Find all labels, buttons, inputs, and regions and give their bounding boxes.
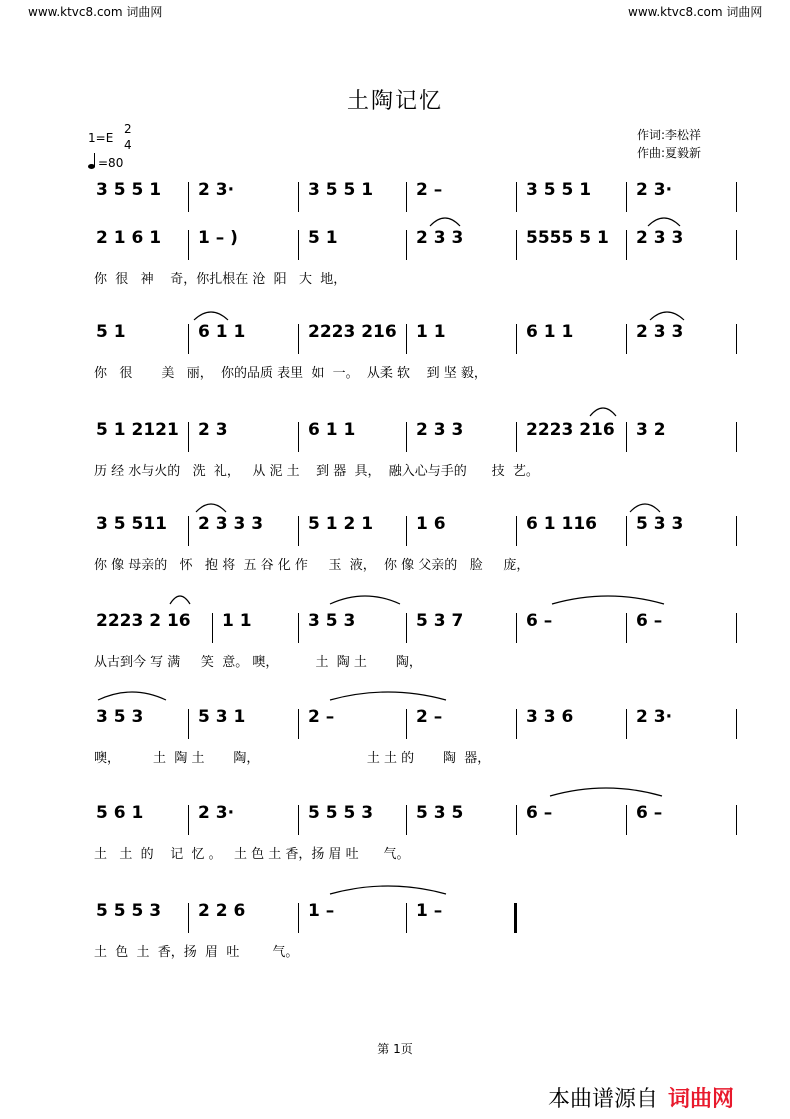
measure-notes: 5 3 5 bbox=[416, 803, 464, 823]
measure-notes: 2 3 3 bbox=[636, 228, 684, 248]
song-title: 土陶记忆 bbox=[346, 89, 443, 114]
measure-notes: 2 1 6 1 bbox=[96, 228, 162, 248]
lyric-line: 历 经 水与火的 洗 礼， 从 泥 土 到 器 具， 融入心与手的 技 艺。 bbox=[94, 464, 539, 479]
measure-notes: 5 1 2 1 bbox=[308, 514, 374, 534]
measure-notes: 5 5 5 3 bbox=[96, 901, 162, 921]
bar-line bbox=[626, 324, 627, 354]
measure-notes: 1 1 bbox=[416, 322, 446, 342]
bar-line bbox=[626, 709, 627, 739]
measure-notes: 5 5 5 3 bbox=[308, 803, 374, 823]
measure-notes: 5 3 7 bbox=[416, 611, 464, 631]
measure-notes: 2223 216 bbox=[526, 420, 615, 440]
notation-row bbox=[0, 707, 790, 766]
measure-notes: 2 3· bbox=[636, 180, 673, 200]
lyric-line: 你 很 神 奇，你扎根在 沧 阳 大 地， bbox=[94, 272, 347, 287]
brand-name: 词曲网 bbox=[668, 1087, 735, 1112]
final-bar-line bbox=[514, 903, 517, 933]
bar-line bbox=[516, 805, 517, 835]
bar-line bbox=[188, 903, 189, 933]
bar-line bbox=[406, 805, 407, 835]
bar-line bbox=[406, 324, 407, 354]
measure-notes: 2 2 6 bbox=[198, 901, 246, 921]
bar-line bbox=[736, 182, 737, 212]
bar-line bbox=[298, 903, 299, 933]
notation-row bbox=[0, 803, 790, 862]
measure-notes: 6 – bbox=[636, 803, 663, 823]
measure-notes: 5555 5 1 bbox=[526, 228, 609, 248]
bar-line bbox=[736, 709, 737, 739]
bar-line bbox=[406, 613, 407, 643]
lyric-line: 噢， 土 陶 土 陶， 土 土 的 陶 器， bbox=[94, 751, 491, 766]
time-signature bbox=[124, 121, 132, 153]
measure-notes: 5 1 bbox=[308, 228, 338, 248]
notation-row bbox=[0, 228, 790, 287]
slur-arc bbox=[194, 312, 228, 320]
bar-line bbox=[188, 422, 189, 452]
measure-notes: 6 – bbox=[526, 803, 553, 823]
bar-line bbox=[406, 182, 407, 212]
measure-notes: 1 – bbox=[308, 901, 335, 921]
bar-line bbox=[406, 230, 407, 260]
bar-line bbox=[188, 709, 189, 739]
measure-notes: 3 5 3 bbox=[96, 707, 144, 727]
notation-row bbox=[0, 180, 790, 220]
bar-line bbox=[298, 516, 299, 546]
notation-row bbox=[0, 420, 790, 479]
bar-line bbox=[516, 516, 517, 546]
bar-line bbox=[406, 903, 407, 933]
bar-line bbox=[626, 422, 627, 452]
slur-arc bbox=[170, 596, 190, 604]
bar-line bbox=[188, 182, 189, 212]
tempo-marking bbox=[88, 155, 123, 170]
bar-line bbox=[516, 709, 517, 739]
bar-line bbox=[516, 613, 517, 643]
notation-row bbox=[0, 901, 790, 960]
measure-notes: 5 3 1 bbox=[198, 707, 246, 727]
notation-row bbox=[0, 514, 790, 573]
slur-arc bbox=[330, 596, 400, 604]
bar-line bbox=[406, 422, 407, 452]
bar-line bbox=[736, 324, 737, 354]
measure-notes: 6 1 1 bbox=[526, 322, 574, 342]
measure-notes: 2223 216 bbox=[308, 322, 397, 342]
lyric-line: 从古到今 写 满 笑 意。 噢， 土 陶 土 陶， bbox=[94, 655, 422, 670]
composer: 作曲:夏毅新 bbox=[637, 146, 702, 160]
notation-row bbox=[0, 322, 790, 381]
source-brand bbox=[548, 1082, 734, 1113]
time-sig-bottom: 4 bbox=[124, 138, 132, 152]
measure-notes: 2 3 3 bbox=[636, 322, 684, 342]
measure-notes: 5 3 3 bbox=[636, 514, 684, 534]
watermark-left: www.ktvc8.com 词曲网 bbox=[28, 5, 163, 19]
measure-notes: 2 3 bbox=[198, 420, 228, 440]
measure-notes: 6 – bbox=[636, 611, 663, 631]
slur-arc bbox=[98, 692, 166, 700]
measure-notes: 2 3 3 bbox=[416, 420, 464, 440]
measure-notes: 2 – bbox=[416, 180, 443, 200]
bar-line bbox=[188, 230, 189, 260]
measure-notes: 5 6 1 bbox=[96, 803, 144, 823]
measure-notes: 3 3 6 bbox=[526, 707, 574, 727]
bar-line bbox=[626, 182, 627, 212]
measure-notes: 5 1 bbox=[96, 322, 126, 342]
measure-notes: 6 1 1 bbox=[198, 322, 246, 342]
bar-line bbox=[516, 422, 517, 452]
measure-notes: 1 – bbox=[416, 901, 443, 921]
bar-line bbox=[188, 516, 189, 546]
measure-notes: 2 – bbox=[308, 707, 335, 727]
bar-line bbox=[516, 230, 517, 260]
tempo-value: =80 bbox=[98, 156, 124, 170]
key-signature: 1=E bbox=[88, 131, 114, 145]
measure-notes: 1 1 bbox=[222, 611, 252, 631]
slur-arc bbox=[630, 504, 660, 512]
bar-line bbox=[736, 516, 737, 546]
bar-line bbox=[736, 805, 737, 835]
bar-line bbox=[626, 516, 627, 546]
lyric-line: 土 土 的 记 忆 。 土 色 土 香，扬 眉 吐 气。 bbox=[94, 847, 410, 862]
bar-line bbox=[298, 230, 299, 260]
bar-line bbox=[406, 709, 407, 739]
bar-line bbox=[626, 805, 627, 835]
measure-notes: 2 3· bbox=[198, 180, 235, 200]
measure-notes: 3 5 5 1 bbox=[526, 180, 592, 200]
slur-arc bbox=[590, 408, 616, 416]
measure-notes: 3 2 bbox=[636, 420, 666, 440]
lyric-line: 土 色 土 香，扬 眉 吐 气。 bbox=[94, 945, 299, 960]
slur-arc bbox=[330, 886, 446, 894]
bar-line bbox=[736, 230, 737, 260]
bar-line bbox=[188, 324, 189, 354]
measure-notes: 2 3· bbox=[636, 707, 673, 727]
measure-notes: 2 3 3 bbox=[416, 228, 464, 248]
bar-line bbox=[298, 422, 299, 452]
measure-notes: 3 5 511 bbox=[96, 514, 167, 534]
bar-line bbox=[736, 613, 737, 643]
bar-line bbox=[626, 230, 627, 260]
time-sig-top: 2 bbox=[124, 122, 132, 136]
measure-notes: 1 6 bbox=[416, 514, 446, 534]
measure-notes: 6 1 1 bbox=[308, 420, 356, 440]
bar-line bbox=[298, 182, 299, 212]
notation-row bbox=[0, 611, 790, 670]
measure-notes: 2 3 3 3 bbox=[198, 514, 264, 534]
bar-line bbox=[516, 324, 517, 354]
bar-line bbox=[298, 324, 299, 354]
measure-notes: 6 1 116 bbox=[526, 514, 597, 534]
bar-line bbox=[626, 613, 627, 643]
bar-line bbox=[516, 182, 517, 212]
slur-arc bbox=[550, 788, 662, 796]
measure-notes: 6 – bbox=[526, 611, 553, 631]
lyric-line: 你 很 美 丽， 你的品质 表里 如 一。 从柔 软 到 坚 毅， bbox=[94, 366, 487, 381]
measure-notes: 5 1 2121 bbox=[96, 420, 179, 440]
measure-notes: 3 5 5 1 bbox=[96, 180, 162, 200]
slur-arc bbox=[650, 312, 684, 320]
measure-notes: 3 5 5 1 bbox=[308, 180, 374, 200]
bar-line bbox=[406, 516, 407, 546]
slur-arc bbox=[196, 504, 226, 512]
slur-arc bbox=[552, 596, 664, 604]
lyricist: 作词:李松祥 bbox=[637, 128, 702, 142]
quarter-note-icon bbox=[88, 155, 98, 169]
bar-line bbox=[298, 613, 299, 643]
measure-notes: 2223 2 16 bbox=[96, 611, 191, 631]
watermark-right: www.ktvc8.com 词曲网 bbox=[628, 5, 763, 19]
brand-prefix: 本曲谱源自 bbox=[548, 1087, 659, 1112]
slur-arc bbox=[330, 692, 446, 700]
bar-line bbox=[298, 709, 299, 739]
measure-notes: 2 3· bbox=[198, 803, 235, 823]
bar-line bbox=[298, 805, 299, 835]
measure-notes: 3 5 3 bbox=[308, 611, 356, 631]
lyric-line: 你 像 母亲的 怀 抱 将 五 谷 化 作 玉 液， 你 像 父亲的 脸 庞， bbox=[94, 558, 530, 573]
measure-notes: 2 – bbox=[416, 707, 443, 727]
page-number: 第 1页 bbox=[377, 1042, 413, 1056]
measure-notes: 1 – ) bbox=[198, 228, 238, 248]
bar-line bbox=[188, 805, 189, 835]
bar-line bbox=[212, 613, 213, 643]
bar-line bbox=[736, 422, 737, 452]
